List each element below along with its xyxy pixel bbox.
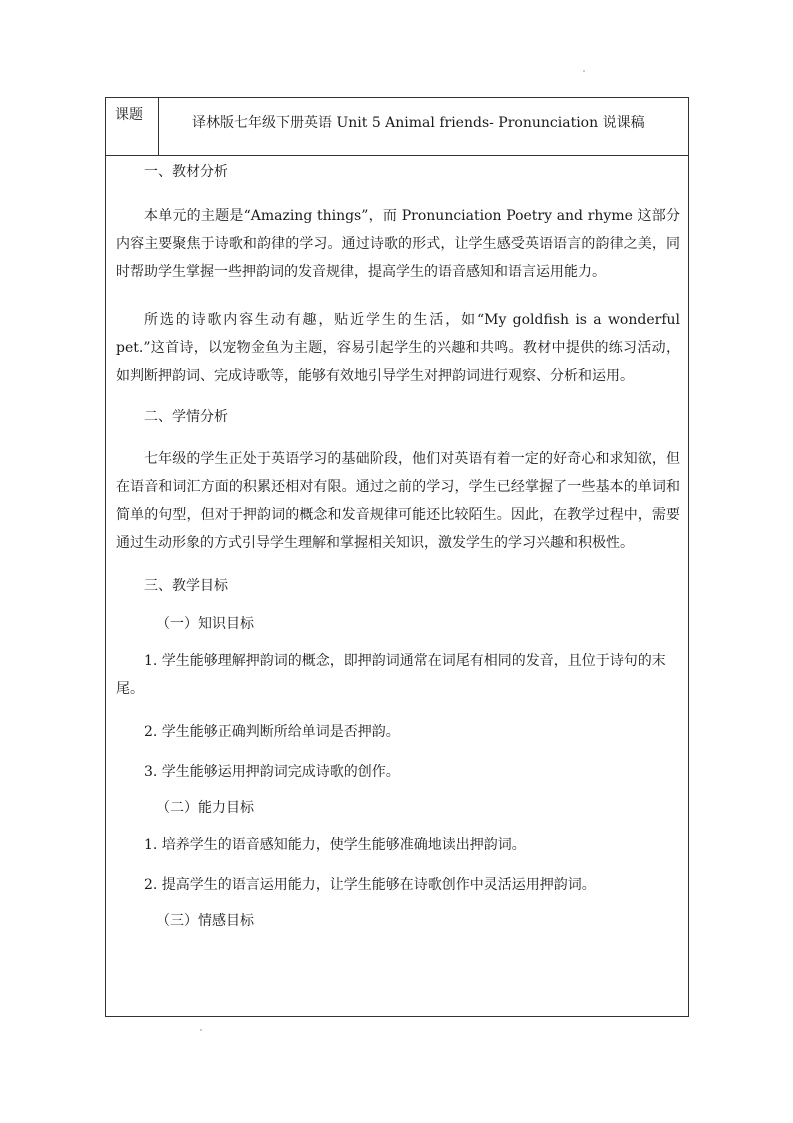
subheading-knowledge: （一）知识目标	[156, 616, 254, 632]
knowledge-item-2: 2. 学生能够正确判断所给单词是否押韵。	[144, 724, 400, 740]
subheading-affective: （三）情感目标	[156, 913, 254, 929]
header-row	[106, 98, 688, 156]
topic-label: 课题	[115, 107, 143, 123]
content-body	[116, 162, 680, 931]
section-heading-learners: 二、学情分析	[144, 409, 228, 425]
knowledge-item-1: 1. 学生能够理解押韵词的概念，即押韵词通常在词尾有相同的发音，且位于诗句的末尾。	[116, 653, 666, 697]
subheading-ability: （二）能力目标	[156, 800, 254, 816]
lesson-table	[105, 97, 689, 1017]
page-title: 译林版七年级下册英语 Unit 5 Animal friends- Pronunciation 说课稿	[192, 115, 645, 131]
bottom-dot	[200, 1029, 202, 1031]
ability-item-2: 2. 提高学生的语言运用能力，让学生能够在诗歌创作中灵活运用押韵词。	[144, 877, 596, 893]
topic-label-cell	[106, 98, 159, 155]
ability-item-1: 1. 培养学生的语音感知能力，使学生能够准确地读出押韵词。	[144, 837, 526, 853]
section-heading-materials: 一、教材分析	[144, 164, 228, 180]
knowledge-item-3: 3. 学生能够运用押韵词完成诗歌的创作。	[144, 764, 400, 780]
top-right-dot	[583, 70, 585, 72]
materials-paragraph-1: 本单元的主题是“Amazing things”，而 Pronunciation Poetry and rhyme 这部分内容主要聚焦于诗歌和韵律的学习。通过诗歌的形式，让学生感受英语语言的韵律之美，同时帮助学生掌握一些押韵词的发音规律，提高学生的语音感知和语言运用能力。	[116, 208, 680, 280]
learners-paragraph: 七年级的学生正处于英语学习的基础阶段，他们对英语有着一定的好奇心和求知欲，但在语音和词汇方面的积累还相对有限。通过之前的学习，学生已经掌握了一些基本的单词和简单的句型，但对于押韵词的概念和发音规律可能还比较陌生。因此，在教学过程中，需要通过生动形象的方式引导学生理解和掌握相关知识，激发学生的学习兴趣和积极性。	[116, 451, 680, 551]
section-heading-objectives: 三、教学目标	[144, 578, 228, 594]
materials-paragraph-2: 所选的诗歌内容生动有趣，贴近学生的生活，如“My goldfish is a wonderful pet.”这首诗，以宠物金鱼为主题，容易引起学生的兴趣和共鸣。教材中提供的练习活动，如判断押韵词、完成诗歌等，能够有效地引导学生对押韵词进行观察、分析和运用。	[116, 312, 680, 384]
